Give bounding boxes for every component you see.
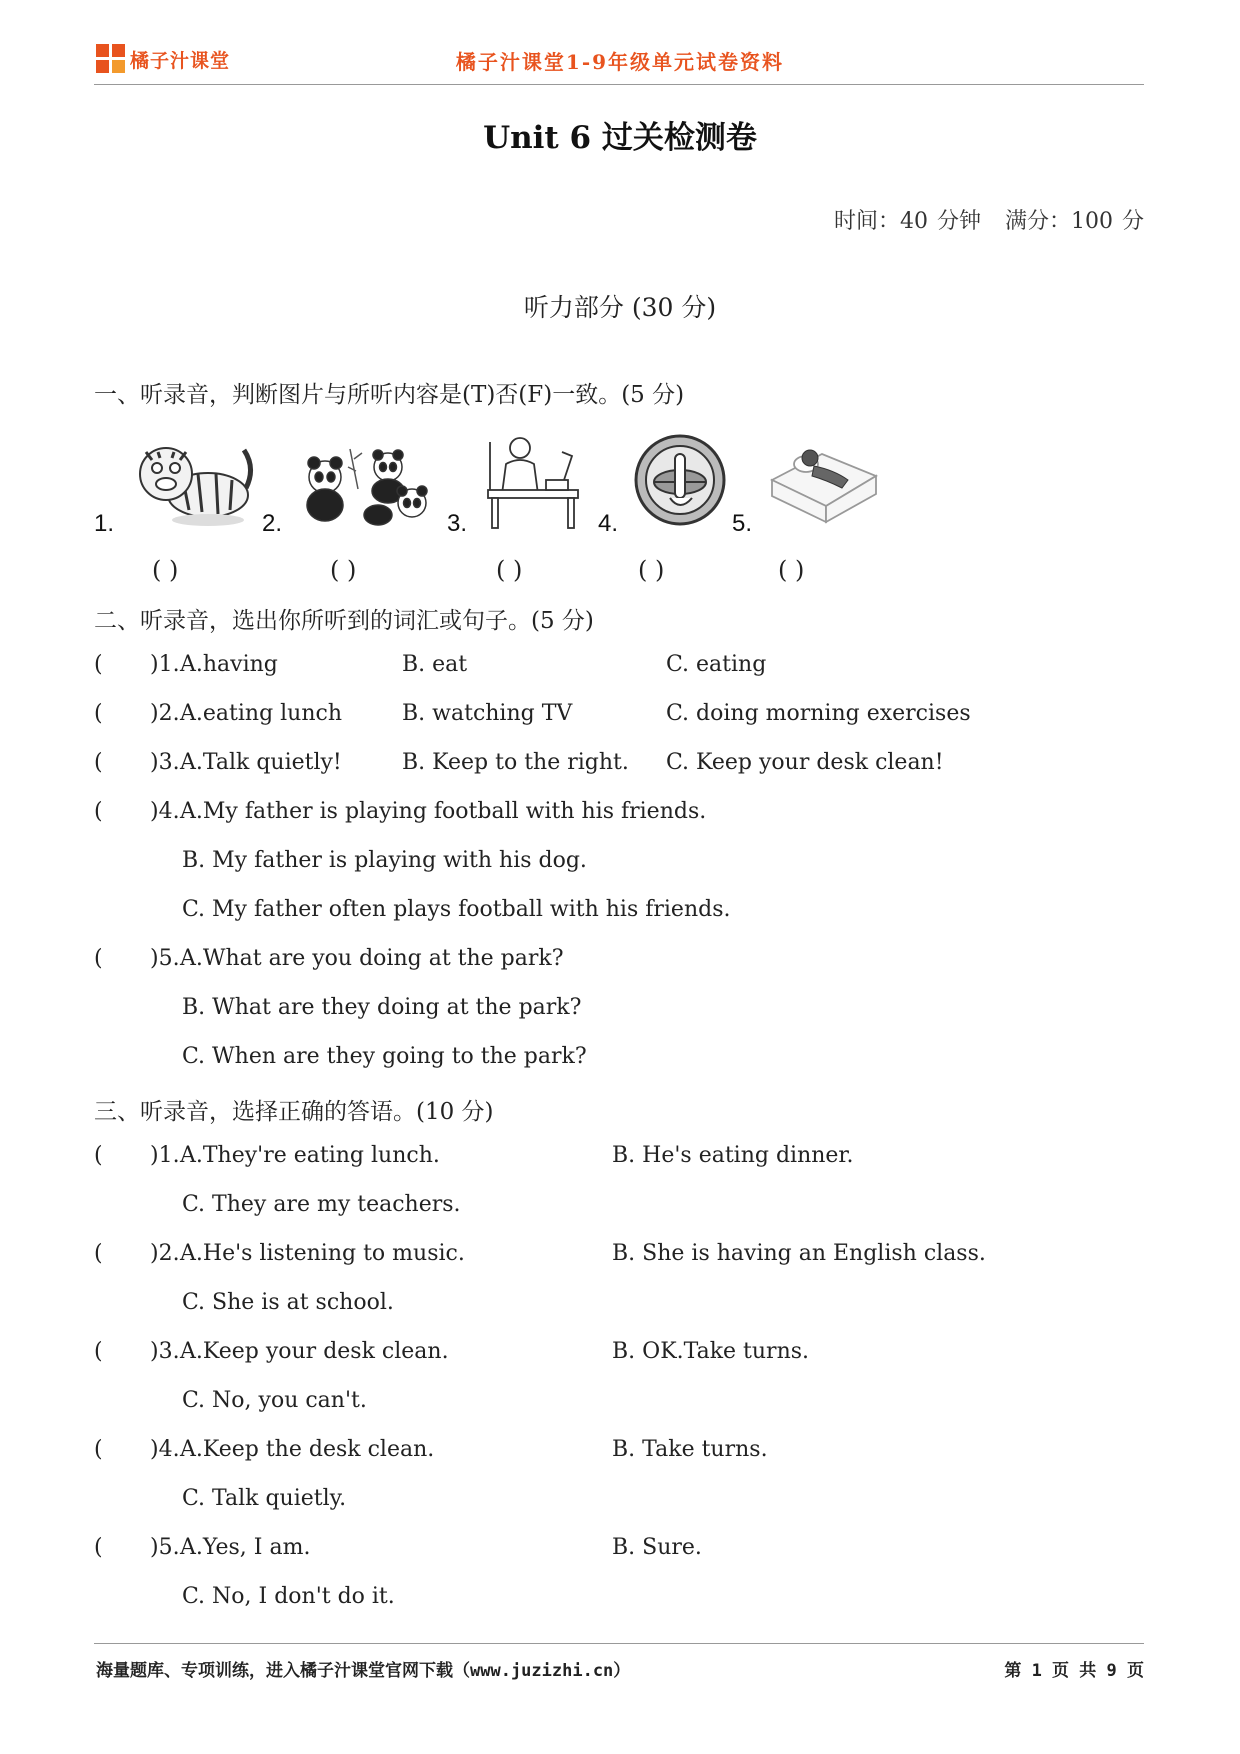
picture-label-2: 2. — [262, 510, 283, 537]
question-number: )3. — [150, 1339, 180, 1364]
quiet-sign-icon — [632, 432, 728, 528]
question-number: )1. — [150, 652, 180, 677]
part1-heading: 一、听录音，判断图片与所听内容是(T)否(F)一致。(5 分) — [94, 382, 685, 408]
answer-paren[interactable]: ( — [94, 652, 103, 677]
question-number: )2. — [150, 701, 180, 726]
option-b: B. watching TV — [402, 701, 573, 726]
option-c: C. Keep your desk clean! — [666, 750, 944, 775]
option-a: A.They're eating lunch. — [180, 1143, 440, 1168]
header-divider — [94, 84, 1144, 85]
part3-question-5-option-c: C. No, I don't do it. — [182, 1584, 395, 1609]
section-title: 听力部分 (30 分) — [523, 293, 717, 322]
option-b: B. He's eating dinner. — [612, 1143, 854, 1168]
option-a: A.eating lunch — [180, 701, 343, 726]
answer-paren[interactable]: ( — [94, 799, 103, 824]
answer-paren[interactable]: ( — [94, 946, 103, 971]
answer-blank-5[interactable]: ( ) — [778, 556, 805, 584]
part3-question-3-option-c: C. No, you can't. — [182, 1388, 367, 1413]
picture-label-3: 3. — [447, 510, 468, 537]
part2-question-4-option-b: B. My father is playing with his dog. — [182, 848, 587, 873]
answer-paren[interactable]: ( — [94, 1339, 103, 1364]
option-b: B. Keep to the right. — [402, 750, 629, 775]
document-title: Unit 6 过关检测卷 — [483, 120, 757, 156]
answer-paren[interactable]: ( — [94, 1535, 103, 1560]
option-a: A.Keep your desk clean. — [180, 1339, 449, 1364]
footer-divider — [94, 1643, 1144, 1644]
part2-heading: 二、听录音，选出你所听到的词汇或句子。(5 分) — [94, 608, 594, 634]
option-c: C. eating — [666, 652, 767, 677]
option-a: A.Yes, I am. — [180, 1535, 311, 1560]
answer-blank-1[interactable]: ( ) — [152, 556, 179, 584]
answer-blank-3[interactable]: ( ) — [496, 556, 523, 584]
answer-paren[interactable]: ( — [94, 701, 103, 726]
exam-meta — [810, 204, 1144, 235]
option-a: A.He's listening to music. — [180, 1241, 465, 1266]
option-c: C. doing morning exercises — [666, 701, 971, 726]
header-title: 橘子汁课堂1-9年级单元试卷资料 — [455, 50, 785, 74]
answer-blank-4[interactable]: ( ) — [638, 556, 665, 584]
picture-label-4: 4. — [598, 510, 619, 537]
answer-paren[interactable]: ( — [94, 1437, 103, 1462]
answer-blank-2[interactable]: ( ) — [330, 556, 357, 584]
question-number: )5. — [150, 946, 180, 971]
option-a: A.My father is playing football with his friends. — [180, 799, 707, 824]
picture-label-5: 5. — [732, 510, 753, 537]
footer-promo: 海量题库、专项训练，进入橘子汁课堂官网下载（www.juzizhi.cn） — [96, 1661, 631, 1681]
page-number: 第 1 页 共 9 页 — [1004, 1661, 1144, 1681]
answer-paren[interactable]: ( — [94, 750, 103, 775]
option-b: B. eat — [402, 652, 468, 677]
question-number: )5. — [150, 1535, 180, 1560]
option-a: A.Keep the desk clean. — [180, 1437, 435, 1462]
option-b: B. Take turns. — [612, 1437, 768, 1462]
part3-question-4-option-c: C. Talk quietly. — [182, 1486, 347, 1511]
exam-score: 满分：100 分 — [1005, 209, 1144, 234]
question-number: )3. — [150, 750, 180, 775]
part3-heading: 三、听录音，选择正确的答语。(10 分) — [94, 1099, 494, 1125]
question-number: )4. — [150, 799, 180, 824]
option-b: B. OK.Take turns. — [612, 1339, 810, 1364]
question-number: )2. — [150, 1241, 180, 1266]
part2-question-4-option-c: C. My father often plays football with his friends. — [182, 897, 731, 922]
option-b: B. Sure. — [612, 1535, 702, 1560]
teacher-at-desk-icon — [486, 432, 586, 532]
option-a: A.having — [180, 652, 278, 677]
part2-question-5-option-b: B. What are they doing at the park? — [182, 995, 582, 1020]
brand-name: 橘子汁课堂 — [130, 50, 231, 72]
sleeping-person-icon — [766, 440, 880, 530]
part3-question-2-option-c: C. She is at school. — [182, 1290, 394, 1315]
picture-label-1: 1. — [94, 510, 115, 537]
pandas-icon — [300, 445, 440, 530]
option-a: A.Talk quietly! — [180, 750, 342, 775]
part3-question-1-option-c: C. They are my teachers. — [182, 1192, 461, 1217]
option-a: A.What are you doing at the park? — [180, 946, 564, 971]
exam-time: 时间：40 分钟 — [834, 209, 981, 234]
tiger-icon — [128, 440, 258, 530]
question-number: )4. — [150, 1437, 180, 1462]
question-number: )1. — [150, 1143, 180, 1168]
answer-paren[interactable]: ( — [94, 1241, 103, 1266]
option-b: B. She is having an English class. — [612, 1241, 986, 1266]
part2-question-5-option-c: C. When are they going to the park? — [182, 1044, 587, 1069]
answer-paren[interactable]: ( — [94, 1143, 103, 1168]
